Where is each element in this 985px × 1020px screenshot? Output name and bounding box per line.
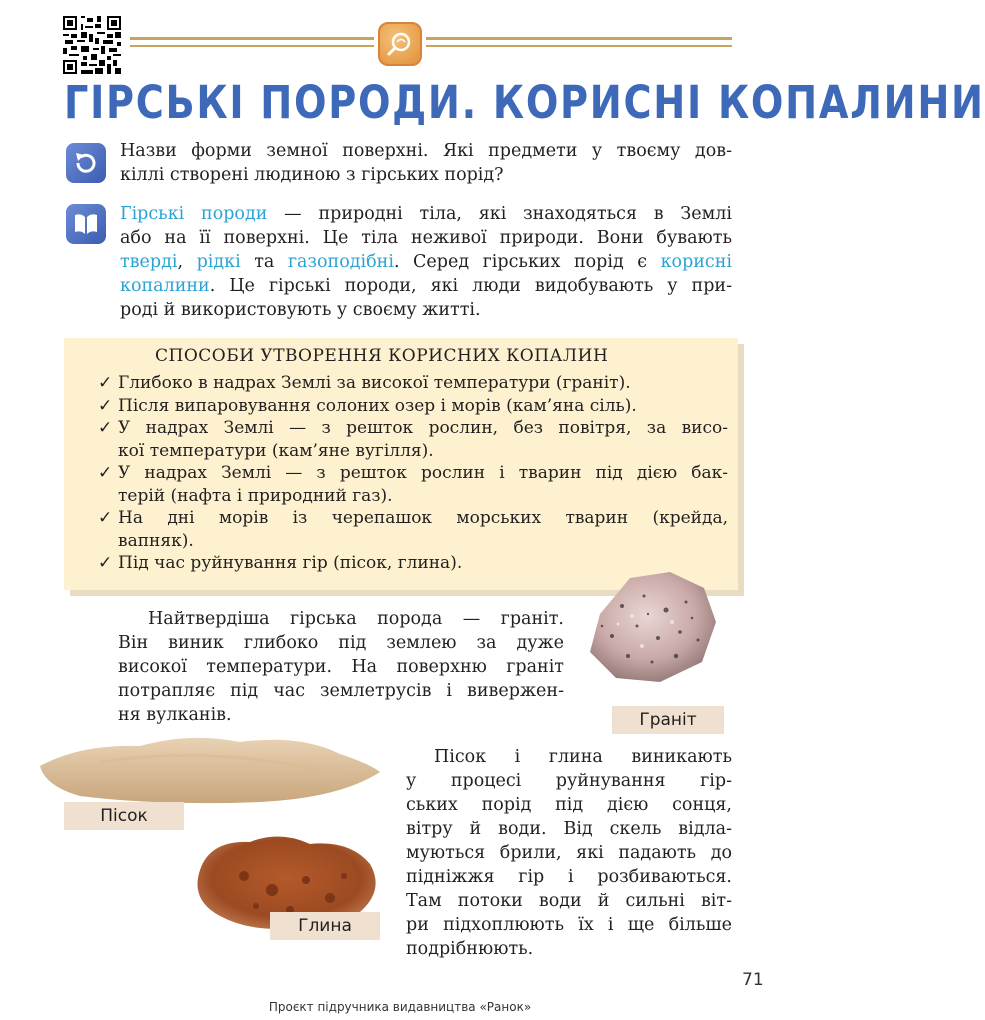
sand-clay-text: Пісок і глина виникають у процесі руйнування гір- ських порід під дією сонця, вітру й води. Від скель відла- муються брили, які падають до підніжжя гір і розбиваються. Там потоки води й сильні віт- ри підхоплюють їх і ще більше подрібнюють. <box>406 747 732 959</box>
intro-line: Назви форми земної поверхні. Які предмети у твоєму дов- <box>120 141 732 161</box>
formation-list-item: ✓ Після випаровування солоних озер і морів (кам’яна сіль). <box>98 395 637 416</box>
formation-list <box>98 372 728 575</box>
granite-text: Найтвердіша гірська порода — граніт. Він виник глибоко під землею за дуже високої температури. На поверхню граніт потрапляє під час землетрусів і вивержен- ня вулканів. <box>118 609 564 725</box>
header-rule-right-thin <box>426 45 732 47</box>
review-arrow-icon <box>66 143 106 183</box>
term-minerals-cont: копалини <box>120 276 210 296</box>
term-minerals: корисні <box>660 252 732 272</box>
clay-label: Глина <box>270 912 380 940</box>
formation-list-item: ✓ Під час руйнування гір (пісок, глина). <box>98 553 463 573</box>
term-gaseous: газоподібні <box>287 252 394 272</box>
checkmark-icon: ✓ <box>98 463 113 483</box>
term-liquid: рідкі <box>196 252 241 272</box>
page-number: 71 <box>742 970 764 990</box>
sand-image <box>40 726 380 806</box>
magnifier-badge-icon <box>378 22 422 66</box>
book-icon <box>66 204 106 244</box>
formation-list-item: ✓ У надрах Землі — з решток рослин, без повітря, за висо- кої температури (кам’яне вугілля). <box>98 418 728 461</box>
term-solid: тверді <box>120 252 178 272</box>
formation-list-item: ✓ На дні морів із черепашок морських тварин (крейда, вапняк). <box>98 508 728 551</box>
checkmark-icon: ✓ <box>98 553 113 573</box>
granite-image <box>582 566 722 696</box>
checkmark-icon: ✓ <box>98 395 113 416</box>
checkmark-icon: ✓ <box>98 508 113 528</box>
intro-question <box>120 139 732 187</box>
header-rule-left <box>130 37 374 40</box>
definition-text: Гірські породи — природні тіла, які знаходяться в Землі або на її поверхні. Це тіла неживої природи. Вони бувають тверді, рідкі та газоподібні. Серед гірських порід є корисні копалини. Це гірські породи, які люди видобувають у при- роді й використовують у своєму житті. <box>120 204 732 320</box>
formation-list-item: ✓ Глибоко в надрах Землі за високої температури (граніт). <box>98 373 631 393</box>
info-box-title: СПОСОБИ УТВОРЕННЯ КОРИСНИХ КОПАЛИН <box>155 346 609 366</box>
granite-label: Граніт <box>612 706 724 734</box>
term-rocks: Гірські породи <box>120 204 268 224</box>
formation-list-item: ✓ У надрах Землі — з решток рослин і тварин під дією бак- терій (нафта і природний газ). <box>98 463 728 506</box>
intro-line: кіллі створені людиною з гірських порід? <box>120 165 504 185</box>
header-rule-right <box>426 37 732 40</box>
header-rule-left-thin <box>130 45 374 47</box>
checkmark-icon: ✓ <box>98 418 113 438</box>
footer-text: Проєкт підручника видавництва «Ранок» <box>268 1000 532 1014</box>
qr-code <box>62 16 122 74</box>
page-title: ГІРСЬКІ ПОРОДИ. КОРИСНІ КОПАЛИНИ <box>64 76 985 129</box>
sand-label: Пісок <box>64 802 184 830</box>
checkmark-icon: ✓ <box>98 373 113 393</box>
